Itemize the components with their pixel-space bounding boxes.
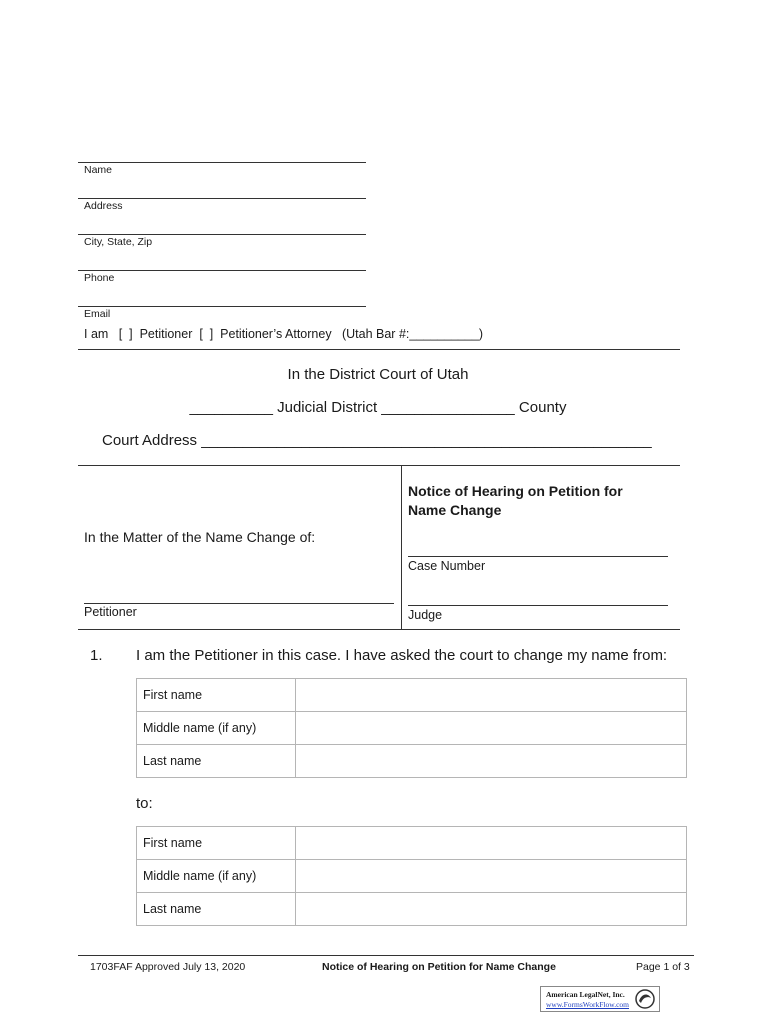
publisher-logo [540, 986, 660, 1012]
table-row [137, 860, 687, 893]
court-title: In the District Court of Utah [287, 366, 469, 383]
from-middle-name-label: Middle name (if any) [137, 712, 296, 745]
to-last-name-field[interactable] [296, 893, 687, 926]
from-first-name-field[interactable] [296, 679, 687, 712]
header-divider [78, 349, 680, 350]
table-row [137, 893, 687, 926]
table-row [137, 679, 687, 712]
table-row [137, 712, 687, 745]
petitioner-label: Petitioner [84, 605, 137, 619]
section-1-text: I am the Petitioner in this case. I have asked the court to change my name from: [136, 647, 668, 664]
name-line[interactable] [78, 162, 366, 163]
table-row [137, 827, 687, 860]
caption-divider [401, 465, 402, 629]
email-line[interactable] [78, 306, 366, 307]
phone-label: Phone [84, 272, 115, 284]
name-label: Name [84, 164, 113, 176]
section-1-number: 1. [90, 647, 103, 664]
address-line[interactable] [78, 198, 366, 199]
logo-emblem-icon [635, 989, 655, 1009]
court-address-line: Court Address ______________________________________________________ [102, 432, 652, 449]
city-state-zip-line[interactable] [78, 234, 366, 235]
from-last-name-label: Last name [137, 745, 296, 778]
from-name-table [136, 678, 687, 778]
logo-company: American LegalNet, Inc. [546, 990, 625, 999]
from-middle-name-field[interactable] [296, 712, 687, 745]
to-first-name-field[interactable] [296, 827, 687, 860]
matter-label: In the Matter of the Name Change of: [84, 529, 316, 545]
logo-website[interactable]: www.FormsWorkFlow.com [546, 1000, 630, 1009]
to-middle-name-field[interactable] [296, 860, 687, 893]
email-label: Email [84, 308, 111, 320]
table-row [137, 745, 687, 778]
from-first-name-label: First name [137, 679, 296, 712]
footer-page-number: Page 1 of 3 [636, 961, 690, 973]
footer-form-id: 1703FAF Approved July 13, 2020 [90, 961, 246, 973]
city-state-zip-label: City, State, Zip [84, 236, 153, 248]
judge-label: Judge [408, 608, 443, 622]
from-last-name-field[interactable] [296, 745, 687, 778]
case-number-label: Case Number [408, 559, 486, 573]
case-number-line[interactable] [408, 556, 668, 557]
footer-rule [78, 955, 694, 956]
to-middle-name-label: Middle name (if any) [137, 860, 296, 893]
judge-line[interactable] [408, 605, 668, 606]
footer-title: Notice of Hearing on Petition for Name Change [322, 961, 556, 973]
petitioner-line[interactable] [84, 603, 394, 604]
address-label: Address [84, 200, 123, 212]
to-last-name-label: Last name [137, 893, 296, 926]
caption-bottom-rule [78, 629, 680, 630]
phone-line[interactable] [78, 270, 366, 271]
role-line: I am [ ] Petitioner [ ] Petitioner’s Attorney (Utah Bar #:__________) [84, 327, 484, 341]
document-title [408, 482, 623, 520]
to-label: to: [136, 795, 153, 812]
court-district-line: __________ Judicial District ________________ County [189, 399, 567, 416]
document-title-line1: Notice of Hearing on Petition for [408, 483, 623, 499]
to-name-table [136, 826, 687, 926]
to-first-name-label: First name [137, 827, 296, 860]
caption-top-rule [78, 465, 680, 466]
document-title-line2: Name Change [408, 502, 502, 518]
